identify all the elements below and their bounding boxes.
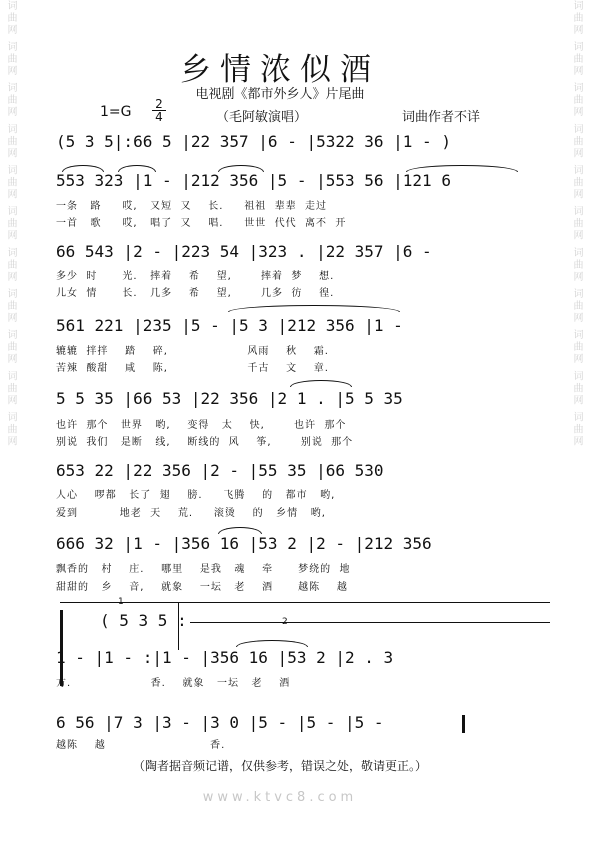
- slur: [218, 165, 264, 172]
- lyric-line-6b: 甜甜的 乡 音, 就象 一坛 老 酒 越陈 越: [56, 582, 348, 593]
- song-title: 乡情浓似酒: [180, 52, 380, 88]
- lyric-line-1a: 一条 路 哎, 又短 又 长. 祖祖 辈辈 走过: [56, 201, 328, 212]
- singer-credit: （毛阿敏演唱）: [216, 110, 308, 125]
- time-denominator: 4: [155, 110, 163, 124]
- site-watermark: www.ktvc8.com: [202, 790, 358, 805]
- score-line-5: 5 5 35 |66 53 |22 356 |2 1 . |5 5 35: [56, 389, 403, 408]
- transcription-note: （陶者据音频记谱，仅供参考，错误之处，敬请更正。）: [132, 759, 427, 773]
- repeat-intro: ( 5 3 5 :: [100, 611, 187, 630]
- time-numerator: 2: [155, 97, 163, 111]
- volta-2-line: [190, 622, 550, 623]
- lyric-line-1b: 一首 歌 哎, 唱了 又 唱. 世世 代代 离不 开: [56, 218, 347, 229]
- slur: [290, 380, 352, 387]
- score-line-8: 1 - |1 - :|1 - |356 16 |53 2 |2 . 3: [56, 648, 394, 667]
- slur: [62, 165, 104, 172]
- volta-bracket-line: [60, 602, 550, 603]
- lyric-line-6a: 飘香的 村 庄. 哪里 是我 魂 牵 梦绕的 地: [56, 564, 351, 575]
- lyric-line-8: 越陈 越 香.: [56, 740, 226, 751]
- final-barline: [462, 715, 465, 733]
- lyric-line-7: 方. 香. 就象 一坛 老 酒: [56, 678, 291, 689]
- score-line-2: 553 323 |1 - |212 356 |5 - |553 56 |121 6: [56, 171, 451, 190]
- lyric-line-2a: 多少 时 光. 摔着 希 望, 摔着 梦 想.: [56, 271, 335, 282]
- lyric-line-3a: 辘辘 拌拌 踏 碎, 风雨 秋 霜.: [56, 346, 329, 357]
- composer-credit: 词曲作者不详: [402, 110, 481, 125]
- slur: [228, 305, 400, 312]
- lyric-line-3b: 苦辣 酸甜 咸 陈, 千古 文 章.: [56, 363, 329, 374]
- score-line-7: 666 32 |1 - |356 16 |53 2 |2 - |212 356: [56, 534, 432, 553]
- lyric-line-5a: 人心 啰都 长了 翅 膀. 飞腾 的 都市 哟,: [56, 490, 336, 501]
- watermark-right: 词曲网 词曲网 词曲网 词曲网 词曲网 词曲网 词曲网 词曲网 词曲网 词曲网 词曲网: [571, 0, 582, 448]
- slur: [406, 165, 518, 172]
- slur: [236, 640, 308, 647]
- key-signature: 1=G: [100, 104, 132, 120]
- lyric-line-2b: 儿女 情 长. 几多 希 望, 几多 彷 徨.: [56, 288, 335, 299]
- slur: [218, 527, 262, 534]
- watermark-left: 词曲网 词曲网 词曲网 词曲网 词曲网 词曲网 词曲网 词曲网 词曲网 词曲网 词曲网: [5, 0, 16, 448]
- volta-1-label: 1: [118, 597, 124, 607]
- lyric-line-4b: 别说 我们 是断 线, 断线的 风 筝, 别说 那个: [56, 437, 354, 448]
- score-line-4: 561 221 |235 |5 - |5 3 |212 356 |1 -: [56, 316, 403, 335]
- lyric-line-4a: 也许 那个 世界 哟, 变得 太 快, 也许 那个: [56, 420, 347, 431]
- score-line-1: (5 3 5|:66 5 |22 357 |6 - |5322 36 |1 - ): [56, 132, 451, 151]
- time-signature: [152, 98, 166, 123]
- slur: [118, 165, 156, 172]
- lyric-line-5b: 爱到 地老 天 荒. 滚烫 的 乡情 哟,: [56, 508, 326, 519]
- score-line-9: 6 56 |7 3 |3 - |3 0 |5 - |5 - |5 -: [56, 713, 384, 732]
- song-subtitle: 电视剧《都市外乡人》片尾曲: [195, 87, 365, 102]
- score-line-6: 653 22 |22 356 |2 - |55 35 |66 530: [56, 461, 384, 480]
- score-line-3: 66 543 |2 - |223 54 |323 . |22 357 |6 -: [56, 242, 432, 261]
